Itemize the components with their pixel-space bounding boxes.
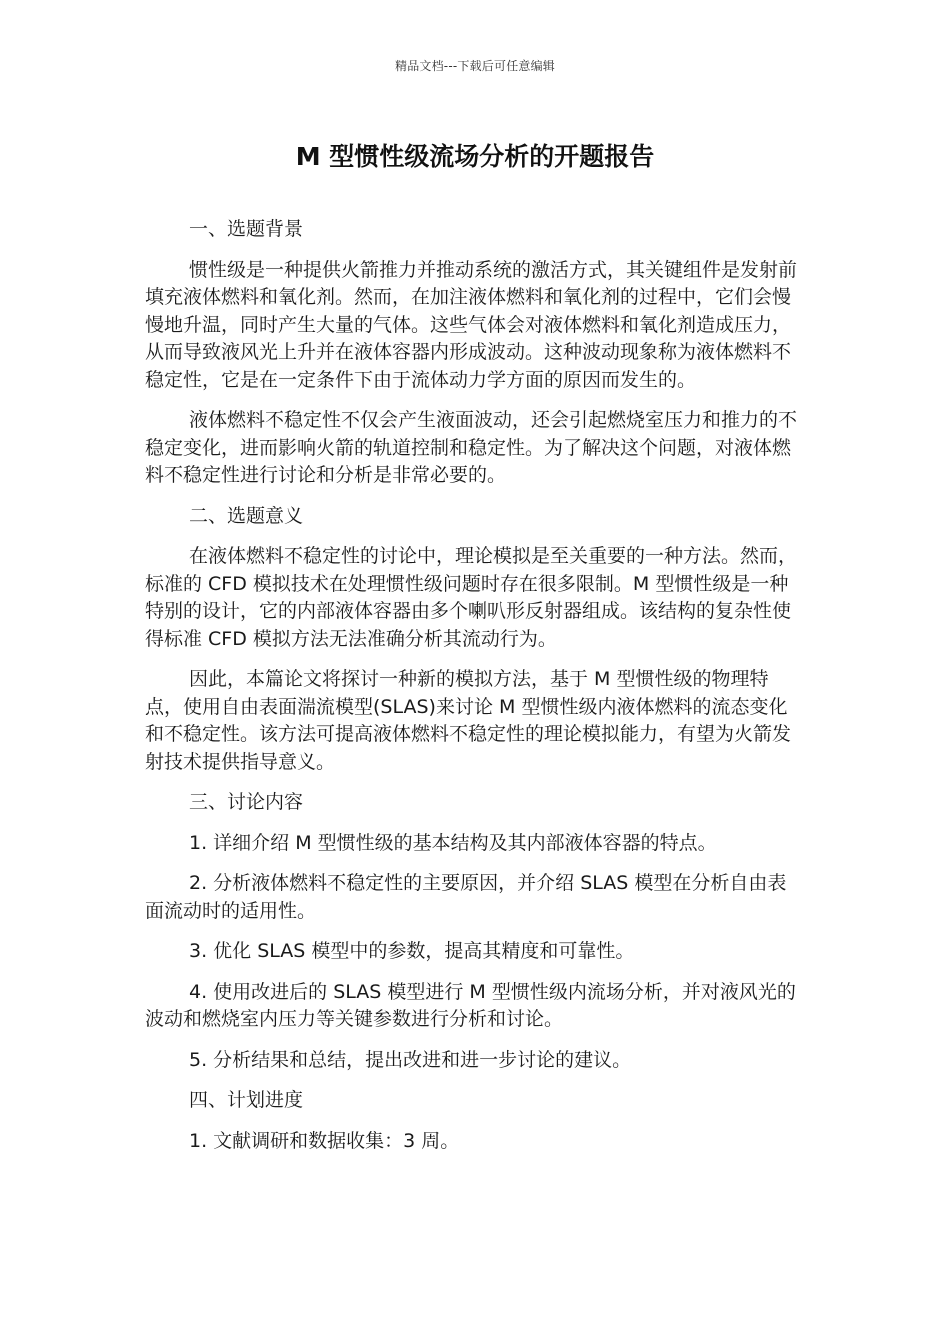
paragraph: 在液体燃料不稳定性的讨论中，理论模拟是至关重要的一种方法。然而，标准的 CFD 模拟技术在处理惯性级问题时存在很多限制。M 型惯性级是一种特别的设计，它的内部液体容器由多个喇叭形反射器组成。该结构的复杂性使得标准 CFD 模拟方法无法准确分析其流动行为。: [145, 545, 798, 650]
list-item: 3. 优化 SLAS 模型中的参数，提高其精度和可靠性。: [189, 940, 635, 962]
list-item: 1. 文献调研和数据收集：3 周。: [189, 1129, 460, 1152]
section-heading-background: 一、选题背景: [189, 218, 304, 240]
paragraph: 液体燃料不稳定性不仅会产生液面波动，还会引起燃烧室压力和推力的不稳定变化，进而影响火箭的轨道控制和稳定性。为了解决这个问题，对液体燃料不稳定性进行讨论和分析是非常必要的。: [145, 409, 798, 486]
document-title: M 型惯性级流场分析的开题报告: [295, 142, 655, 171]
section-heading-significance: 二、选题意义: [189, 504, 304, 527]
list-item: 1. 详细介绍 M 型惯性级的基本结构及其内部液体容器的特点。: [189, 831, 717, 854]
list-item: 5. 分析结果和总结，提出改进和进一步讨论的建议。: [189, 1048, 632, 1071]
paragraph: 因此，本篇论文将探讨一种新的模拟方法，基于 M 型惯性级的物理特点，使用自由表面湍流模型(SLAS)来讨论 M 型惯性级内液体燃料的流态变化和不稳定性。该方法可提高液体燃料不稳定性的理论模拟能力，有望为火箭发射技术提供指导意义。: [145, 668, 792, 773]
section-heading-plan: 四、计划进度: [189, 1089, 304, 1111]
list-item: 4. 使用改进后的 SLAS 模型进行 M 型惯性级内流场分析，并对液风光的波动和燃烧室内压力等关键参数进行分析和讨论。: [145, 980, 796, 1030]
paragraph: 惯性级是一种提供火箭推力并推动系统的激活方式，其关键组件是发射前填充液体燃料和氧化剂。然而，在加注液体燃料和氧化剂的过程中，它们会慢慢地升温，同时产生大量的气体。这些气体会对液体燃料和氧化剂造成压力，从而导致液风光上升并在液体容器内形成波动。这种波动现象称为液体燃料不稳定性，它是在一定条件下由于流体动力学方面的原因而发生的。: [145, 258, 798, 391]
list-item: 2. 分析液体燃料不稳定性的主要原因，并介绍 SLAS 模型在分析自由表面流动时的适用性。: [145, 872, 787, 922]
section-heading-content: 三、讨论内容: [189, 791, 304, 813]
document-body: [145, 216, 803, 1168]
header-note: 精品文档---下载后可任意编辑: [395, 59, 555, 73]
